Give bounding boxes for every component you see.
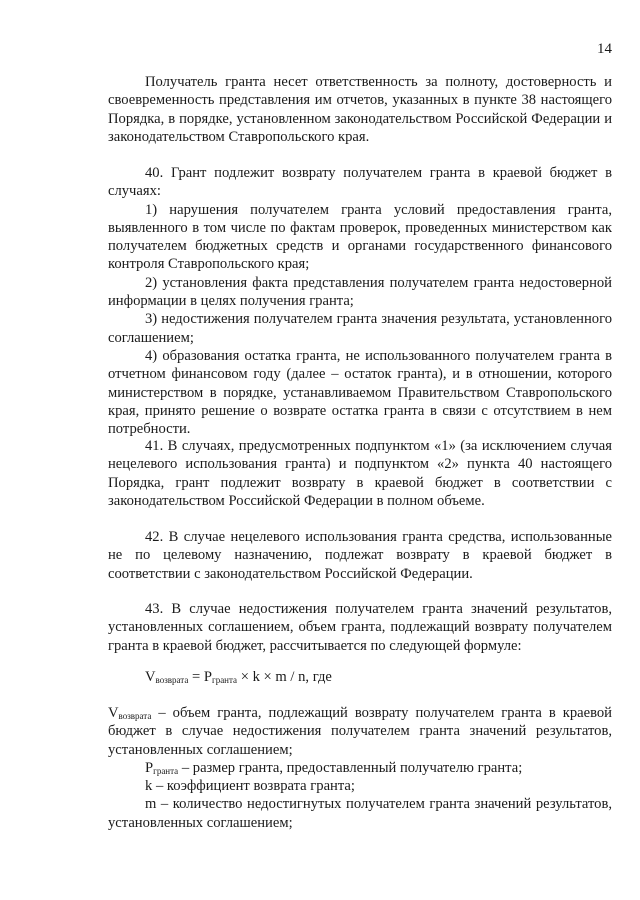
section-43 [108,600,612,655]
section-40 [108,164,612,438]
definition-p-symbol: P [145,759,154,776]
definition-v-text: – объем гранта, подлежащий возврату получателем гранта в краевой бюджет в случае недостижения получателем гранта значений результатов, установленных соглашением; [108,705,612,758]
paragraph-41: 41. В случаях, предусмотренных подпунктом «1» (за исключением случая нецелевого использования гранта) и подпунктом «2» пункта 40 настоящего Порядка, грант подлежит возврату в краевой бюджет в соответствии с законодательством Российской Федерации в полном объеме. [108,438,612,509]
definition-p [108,759,612,777]
formula-v-subscript: возврата [155,675,189,685]
list-item-case-2: 2) установления факта представления получателем гранта недостоверной информации в целях получения гранта; [108,274,612,310]
paragraph-text: Получатель гранта несет ответственность за полноту, достоверность и своевременность представления им отчетов, указанных в пункте 38 настоящего Порядка, в порядке, установленном законодательством Российской Федерации и законодательством Ставропольского края. [108,74,612,145]
definition-p-text: – размер гранта, предоставленный получателю гранта; [178,759,523,776]
section-41 [108,437,612,510]
formula-rest: × k × m / n, где [237,669,332,685]
list-item-case-4: 4) образования остатка гранта, не использованного получателем гранта в отчетном финансовом году (далее – остаток гранта), и в отношении, которого министерством в порядке, устанавливаемом Правительством Ставропольского края, принято решение о возврате остатка гранта в связи с отсутствием в нем потребности. [108,347,612,438]
formula-v-symbol: V [145,669,156,685]
formula-p-symbol: P [203,669,212,685]
definition-p-subscript: гранта [153,765,179,776]
formula-equals: = [188,669,204,685]
page-number: 14 [597,41,612,57]
definition-v-symbol: V [108,705,119,721]
formula-p-subscript: гранта [212,675,238,685]
section-42 [108,528,612,583]
definition-m: m – количество недостигнутых получателем гранта значений результатов, установленных соглашением; [108,796,612,831]
list-item-case-1: 1) нарушения получателем гранта условий предоставления гранта, выявленного в том числе по фактам проверок, проведенных министерством как получателем бюджетных средств и органами государственного финансового контроля Ставропольского края; [108,201,612,273]
paragraph-reporting-responsibility [108,73,612,146]
definition-k: k – коэффициент возврата гранта; [145,778,355,795]
refund-formula [145,668,332,686]
list-item-case-3: 3) недостижения получателем гранта значения результата, установленного соглашением; [108,311,612,346]
formula-definitions [108,704,612,832]
paragraph-40-heading: 40. Грант подлежит возврату получателем гранта в краевой бюджет в случаях: [108,165,612,200]
definition-v-subscript: возврата [118,711,152,721]
definition-v [108,704,612,759]
paragraph-42: 42. В случае нецелевого использования гранта средства, использованные не по целевому назначению, подлежат возврату в краевой бюджет в соответствии с законодательством Российской Федерации. [108,529,612,582]
paragraph-43: 43. В случае недостижения получателем гранта значений результатов, установленных соглашением, объем гранта, подлежащий возврату получателем гранта в краевой бюджет, рассчитывается по следующей формуле: [108,601,612,654]
